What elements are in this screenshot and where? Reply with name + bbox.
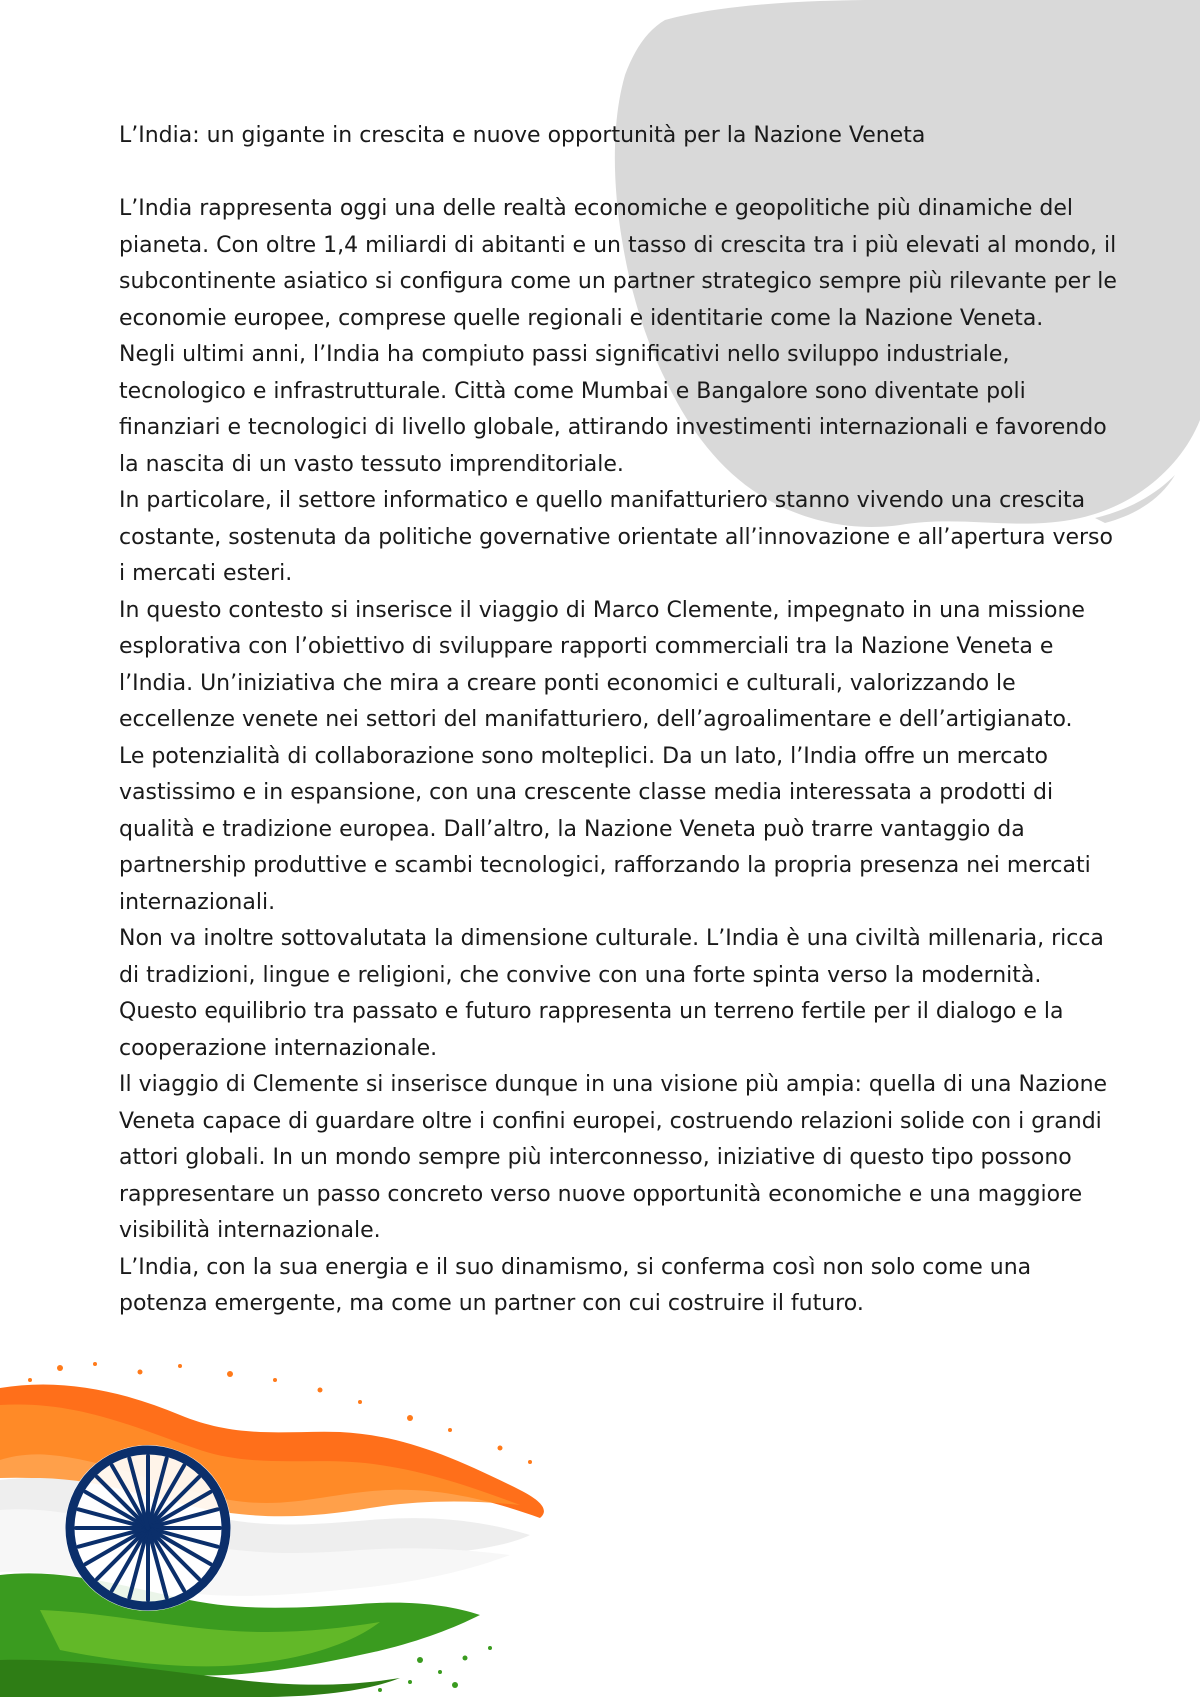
indian-flag-wave-icon xyxy=(0,1360,560,1697)
ashoka-chakra-icon xyxy=(65,1445,231,1611)
article-title: L’India: un gigante in crescita e nuove opportunità per la Nazione Veneta xyxy=(119,123,926,148)
article xyxy=(119,118,1119,1323)
article-paragraph: Il viaggio di Clemente si inserisce dunque in una visione più ampia: quella di una Nazione Veneta capace di guardare oltre i confini europei, costruendo relazioni solide con i grandi attori globali. In un mondo sempre più interconnesso, iniziative di questo tipo possono rappresentare un passo concreto verso nuove opportunità economiche e una maggiore visibilità internazionale. xyxy=(119,1072,1108,1243)
article-paragraph: In questo contesto si inserisce il viaggio di Marco Clemente, impegnato in una missione esplorativa con l’obiettivo di sviluppare rapporti commerciali tra la Nazione Veneta e l’India. Un’iniziativa che mira a creare ponti economici e culturali, valorizzando le eccellenze venete nei settori del manifatturiero, dell’agroalimentare e dell’artigianato. xyxy=(119,597,1085,732)
article-paragraph: Le potenzialità di collaborazione sono molteplici. Da un lato, l’India offre un mercato vastissimo e in espansione, con una crescente classe media interessata a prodotti di qualità e tradizione europea. Dall’altro, la Nazione Veneta può trarre vantaggio da partnership produttive e scambi tecnologici, rafforzando la propria presenza nei mercati internazionali. xyxy=(119,743,1091,915)
article-paragraph: L’India rappresenta oggi una delle realtà economiche e geopolitiche più dinamiche del pianeta. Con oltre 1,4 miliardi di abitanti e un tasso di crescita tra i più elevati al mondo, il subcontinente asiatico si configura come un partner strategico sempre più rilevante per le economie europee, comprese quelle regionali e identitarie come la Nazione Veneta. xyxy=(119,196,1117,331)
article-paragraph: In particolare, il settore informatico e quello manifatturiero stanno vivendo una crescita costante, sostenuta da politiche governative orientate all’innovazione e all’apertura verso i mercati esteri. xyxy=(119,488,1113,586)
article-paragraph: L’India, con la sua energia e il suo dinamismo, si conferma così non solo come una potenza emergente, ma come un partner con cui costruire il futuro. xyxy=(119,1254,1032,1316)
article-paragraph: Non va inoltre sottovalutata la dimensione culturale. L’India è una civiltà millenaria, ricca di tradizioni, lingue e religioni, che convive con una forte spinta verso la modernità. Questo equilibrio tra passato e futuro rappresenta un terreno fertile per il dialogo e la cooperazione internazionale. xyxy=(119,926,1104,1061)
article-paragraph: Negli ultimi anni, l’India ha compiuto passi significativi nello sviluppo industriale, tecnologico e infrastrutturale. Città come Mumbai e Bangalore sono diventate poli finanziari e tecnologici di livello globale, attirando investimenti internazionali e favorendo la nascita di un vasto tessuto imprenditoriale. xyxy=(119,342,1107,477)
